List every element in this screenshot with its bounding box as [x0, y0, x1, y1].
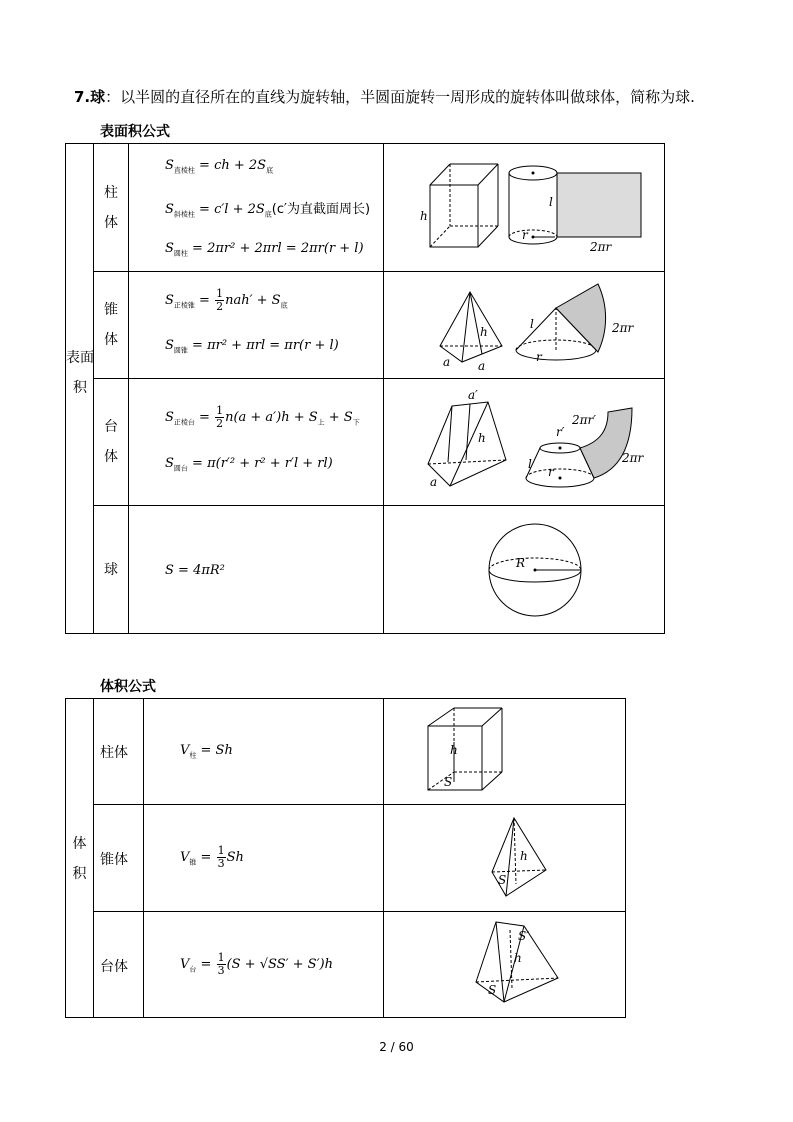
surface-row-sphere-label: 球: [104, 562, 118, 578]
svg-text:l: l: [549, 195, 553, 209]
svg-text:S: S: [488, 983, 497, 997]
svg-text:l: l: [530, 317, 534, 331]
svg-text:2πr′: 2πr′: [572, 413, 596, 427]
svg-text:a: a: [478, 359, 486, 373]
svg-text:r: r: [548, 465, 554, 479]
formula-right-prism-surface: $S_{直棱柱}$ = ch + $2S_底$: [165, 158, 274, 175]
svg-text:2πr: 2πr: [612, 321, 634, 335]
svg-text:h: h: [478, 431, 486, 445]
svg-text:a: a: [443, 355, 451, 369]
figure-volume-frustum: [470, 916, 565, 1008]
formula-pyramid-volume: $V_锥$ = $\frac{1}{3}$ Sh: [180, 844, 244, 870]
surface-row-frustum-label: 台体: [104, 419, 118, 465]
svg-text:r′: r′: [556, 425, 565, 439]
svg-text:S: S: [498, 873, 507, 887]
svg-text:2πr: 2πr: [590, 240, 612, 254]
svg-text:S′: S′: [518, 929, 529, 943]
svg-text:S: S: [444, 775, 453, 789]
intro-term: 球: [90, 88, 106, 106]
svg-text:r: r: [522, 228, 528, 242]
svg-text:l: l: [528, 457, 532, 471]
surface-main-label: 表面积: [66, 350, 94, 396]
formula-prism-volume: $V_柱 = Sh$: [180, 743, 233, 760]
volume-section-title: 体积公式: [100, 679, 156, 695]
svg-text:h: h: [420, 209, 428, 223]
figure-volume-pyramid: [486, 812, 556, 902]
figure-prism-cylinder: [410, 150, 660, 265]
svg-text:h: h: [450, 743, 458, 757]
svg-text:r: r: [536, 350, 542, 364]
intro-text: ：以半圆的直径所在的直线为旋转轴，半圆面旋转一周形成的旋转体叫做球体，简称为球.: [105, 88, 695, 106]
surface-row-pyramid-label: 锥体: [104, 302, 118, 348]
figure-pyramid-cone: [410, 274, 660, 374]
svg-text:a′: a′: [468, 388, 478, 402]
svg-text:R: R: [516, 556, 526, 570]
svg-text:h: h: [514, 951, 522, 965]
figure-volume-prism: [420, 702, 510, 798]
figure-frustum: [410, 382, 660, 500]
svg-text:2πr: 2πr: [622, 451, 644, 465]
formula-sphere-surface: S = 4πR²: [165, 563, 225, 578]
formula-regular-pyramid-surface: $S_{正棱锥}$ = $\frac{1}{2}$ $nah' + S_底$: [165, 287, 288, 313]
surface-row-prism-label: 柱体: [104, 185, 118, 231]
page-number: 2 / 60: [379, 1040, 414, 1054]
formula-truncated-cone-surface: $S_{圆台} = \pi(r'^2 + r^2 + r'l + rl)$: [165, 456, 333, 473]
svg-text:a: a: [430, 475, 438, 489]
formula-cone-surface: $S_{圆锥} = \pi r^2 + \pi rl = \pi r(r + l)$: [165, 338, 339, 355]
intro-number: 7.: [74, 88, 91, 106]
formula-oblique-prism-surface: $S_{斜棱柱} = c'l + 2S_底(c'$为直截面周长): [165, 202, 371, 219]
svg-text:h: h: [480, 325, 488, 339]
volume-row-frustum-label: 台体: [100, 959, 128, 975]
formula-regular-frustum-surface: $S_{正棱台}$ = $\frac{1}{2}$ $n(a + a')h + S_上 + S_下$: [165, 404, 360, 430]
volume-row-prism-label: 柱体: [100, 745, 128, 761]
formula-frustum-volume: $V_台$ = $\frac{1}{3}$ (S + √SS′ + S′)h: [180, 951, 333, 977]
volume-main-label: 体积: [72, 836, 87, 882]
figure-sphere: [480, 514, 590, 626]
volume-row-pyramid-label: 锥体: [100, 852, 128, 868]
svg-text:h: h: [520, 849, 528, 863]
formula-cylinder-surface: $S_{圆柱} = 2\pi r^2 + 2\pi rl = 2\pi r(r + l)$: [165, 241, 364, 258]
surface-section-title: 表面积公式: [100, 124, 170, 140]
